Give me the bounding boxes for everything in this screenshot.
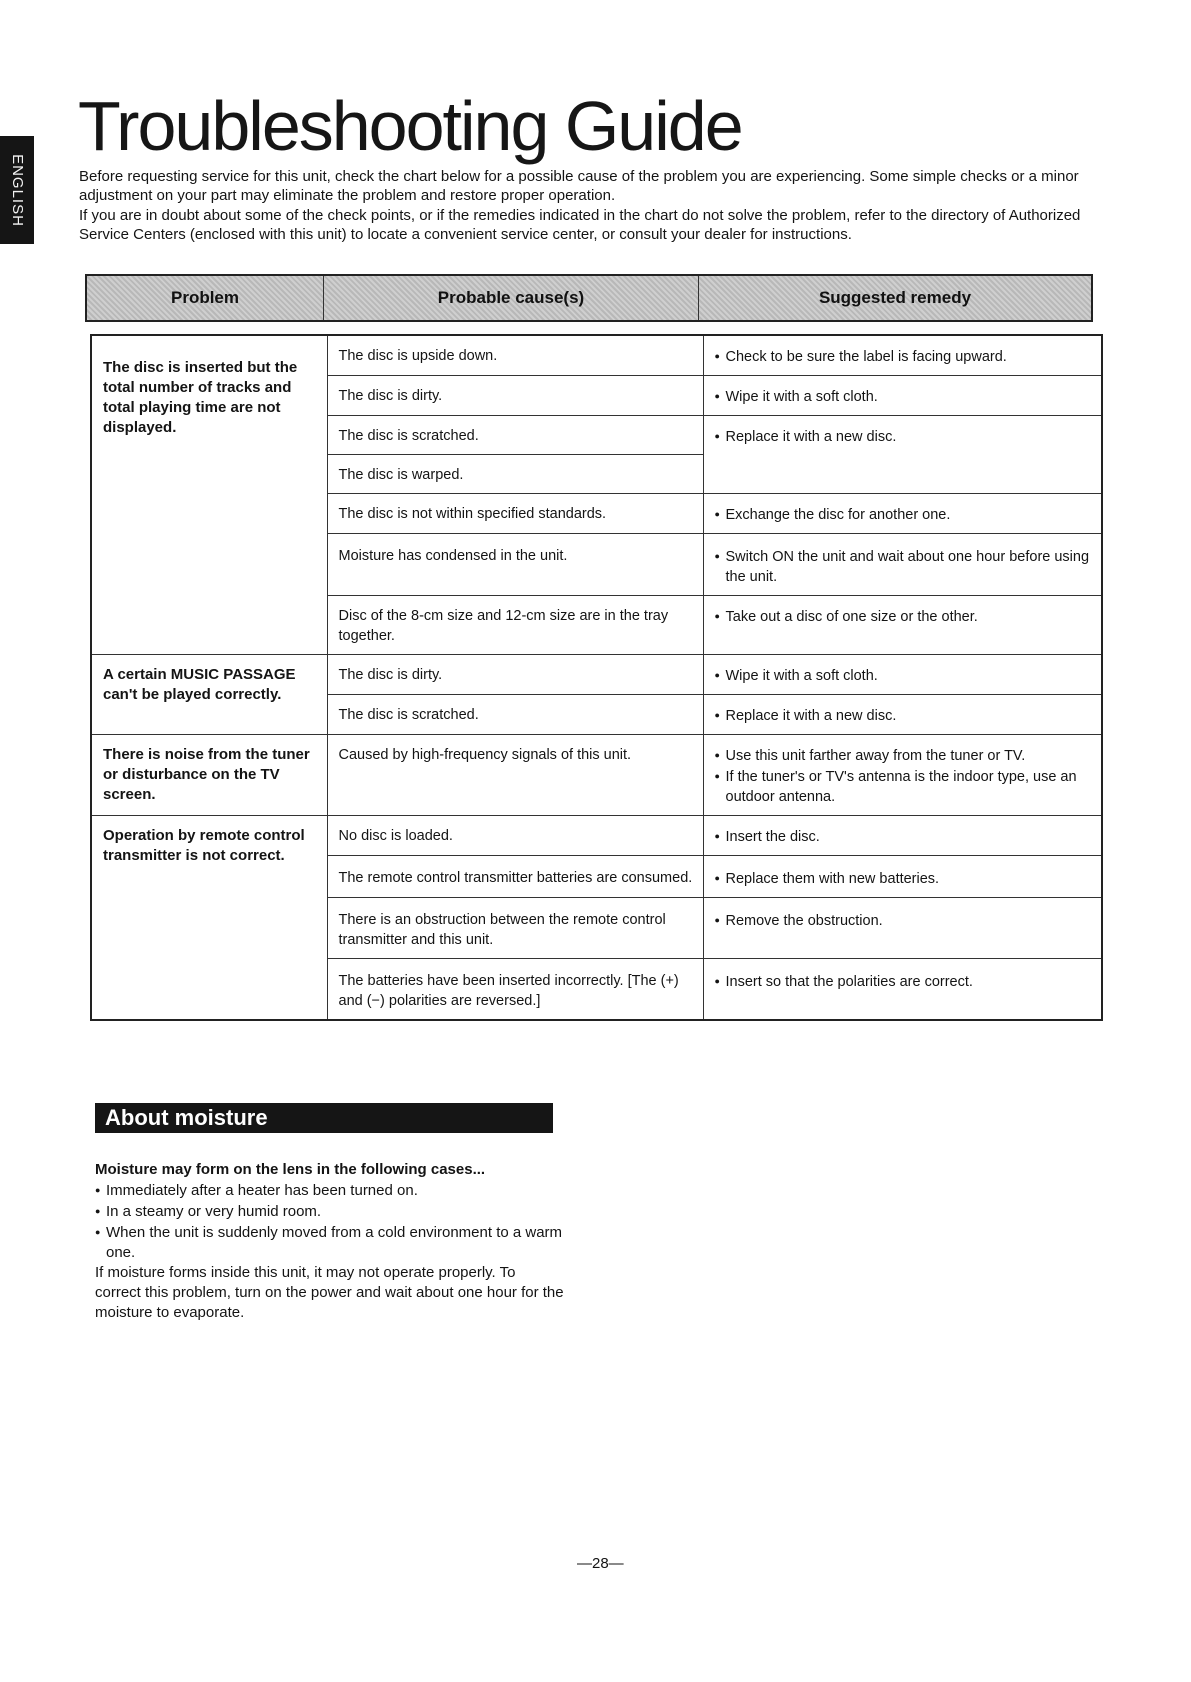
list-item: ●In a steamy or very humid room. xyxy=(95,1201,565,1222)
problem-cell: Operation by remote control transmitter is not correct. xyxy=(91,816,327,1021)
language-tab-label: ENGLISH xyxy=(8,153,26,227)
header-problem: Problem xyxy=(87,276,324,320)
cause-cell: Moisture has condensed in the unit. xyxy=(327,534,703,596)
table-row xyxy=(91,816,1102,856)
language-tab xyxy=(0,136,34,244)
remedy-cell: ●Take out a disc of one size or the other. xyxy=(703,596,1102,655)
remedy-cell: ● Use this unit farther away from the tuner or TV. ●If the tuner's or TV's antenna is the indoor type, use an outdoor antenna. xyxy=(703,735,1102,816)
bullet-icon xyxy=(715,910,726,931)
remedy-cell: ● Wipe it with a soft cloth. xyxy=(703,655,1102,695)
moisture-heading: About moisture xyxy=(95,1103,553,1133)
remedy-cell: ● Replace it with a new disc. xyxy=(703,416,1102,494)
cause-cell: There is an obstruction between the remote control transmitter and this unit. xyxy=(327,898,703,959)
remedy-cell: ●Remove the obstruction. xyxy=(703,898,1102,959)
header-cause: Probable cause(s) xyxy=(324,276,699,320)
troubleshooting-table xyxy=(90,334,1103,1021)
bullet-icon xyxy=(715,426,726,447)
bullet-icon xyxy=(715,606,726,627)
moisture-section xyxy=(95,1160,565,1323)
table-row xyxy=(91,335,1102,376)
problem-cell: There is noise from the tuner or disturbance on the TV screen. xyxy=(91,735,327,816)
cause-cell: The disc is scratched. xyxy=(327,416,703,455)
bullet-icon xyxy=(715,346,726,367)
cause-cell: Caused by high-frequency signals of this unit. xyxy=(327,735,703,816)
bullet-icon xyxy=(715,665,726,686)
bullet-icon xyxy=(715,386,726,407)
problem-cell: The disc is inserted but the total number of tracks and total playing time are not displayed. xyxy=(91,335,327,655)
cause-cell: Disc of the 8-cm size and 12-cm size are in the tray together. xyxy=(327,596,703,655)
intro-text xyxy=(79,167,1089,245)
bullet-icon xyxy=(715,504,726,525)
cause-cell: The disc is warped. xyxy=(327,455,703,494)
bullet-icon xyxy=(95,1180,106,1201)
moisture-lead: Moisture may form on the lens in the following cases... xyxy=(95,1161,486,1178)
bullet-icon xyxy=(95,1201,106,1222)
cause-cell: The disc is not within specified standards. xyxy=(327,494,703,534)
remedy-cell: ● Check to be sure the label is facing upward. xyxy=(703,335,1102,376)
remedy-cell: ● Replace it with a new disc. xyxy=(703,695,1102,735)
remedy-cell: ●Insert so that the polarities are correct. xyxy=(703,959,1102,1021)
table-row xyxy=(91,735,1102,816)
table-row xyxy=(91,655,1102,695)
bullet-icon xyxy=(715,868,726,889)
page-number: —28— xyxy=(577,1555,624,1572)
cause-cell: The disc is dirty. xyxy=(327,376,703,416)
bullet-icon xyxy=(715,826,726,847)
bullet-icon xyxy=(715,745,726,766)
bullet-icon xyxy=(715,971,726,992)
remedy-cell: ● Wipe it with a soft cloth. xyxy=(703,376,1102,416)
bullet-icon xyxy=(715,766,726,787)
bullet-icon xyxy=(715,705,726,726)
remedy-cell: ● Exchange the disc for another one. xyxy=(703,494,1102,534)
bullet-icon xyxy=(95,1222,106,1243)
problem-cell: A certain MUSIC PASSAGE can't be played correctly. xyxy=(91,655,327,735)
cause-cell: The remote control transmitter batteries are consumed. xyxy=(327,856,703,898)
moisture-note: If moisture forms inside this unit, it may not operate properly. To correct this problem, turn on the power and wait about one hour for the moisture to evaporate. xyxy=(95,1264,564,1321)
bullet-icon xyxy=(715,546,726,567)
cause-cell: No disc is loaded. xyxy=(327,816,703,856)
list-item: ●When the unit is suddenly moved from a cold environment to a warm one. xyxy=(95,1222,565,1263)
table-header xyxy=(85,274,1093,322)
list-item: ●Immediately after a heater has been turned on. xyxy=(95,1180,565,1201)
cause-cell: The disc is upside down. xyxy=(327,335,703,376)
cause-cell: The disc is dirty. xyxy=(327,655,703,695)
remedy-cell: ● Switch ON the unit and wait about one hour before using the unit. xyxy=(703,534,1102,596)
header-remedy: Suggested remedy xyxy=(818,288,972,307)
cause-cell: The batteries have been inserted incorrectly. [The (+) and (−) polarities are reversed.] xyxy=(327,959,703,1021)
remedy-cell: ● Replace them with new batteries. xyxy=(703,856,1102,898)
intro-paragraph-2: If you are in doubt about some of the check points, or if the remedies indicated in the chart do not solve the problem, refer to the directory of Authorized Service Centers (enclosed with this unit) to locate a convenient service center, or consult your dealer for instructions. xyxy=(79,207,1081,243)
cause-cell: The disc is scratched. xyxy=(327,695,703,735)
intro-paragraph-1: Before requesting service for this unit, check the chart below for a possible cause of the problem you are experiencing. Some simple checks or a minor adjustment on your part may eliminate the problem and restore proper operation. xyxy=(79,168,1079,204)
remedy-cell: ● Insert the disc. xyxy=(703,816,1102,856)
page-title: Troubleshooting Guide xyxy=(78,87,742,165)
